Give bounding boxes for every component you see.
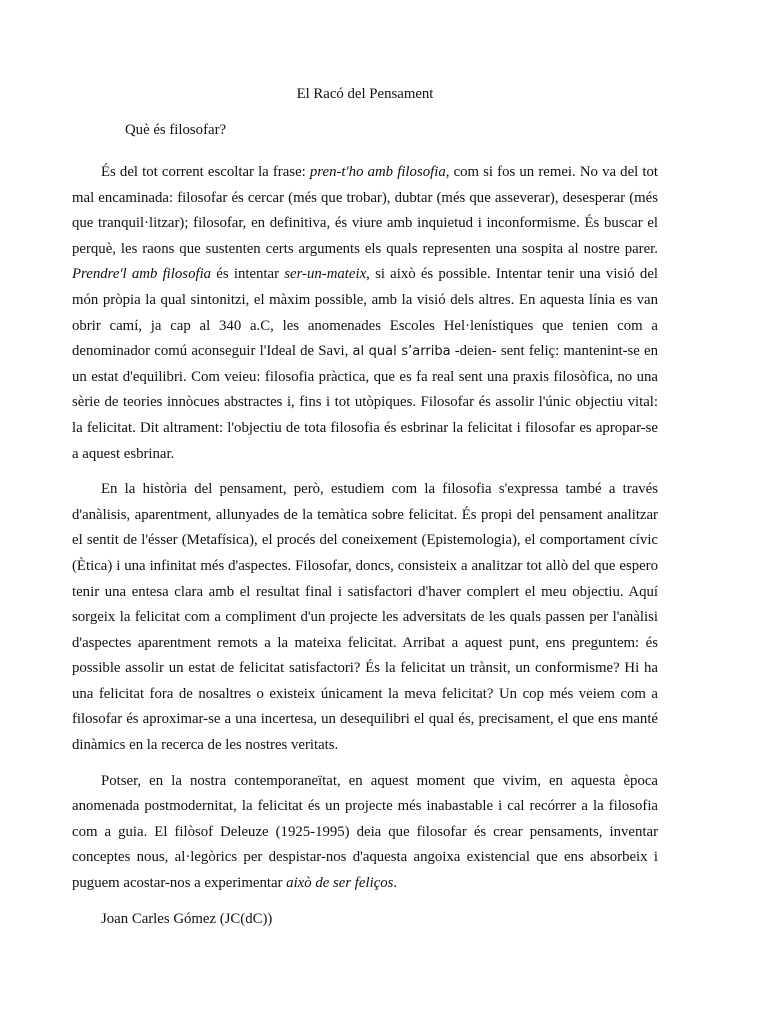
- paragraph-1-text-a: És del tot corrent escoltar la frase:: [101, 164, 310, 180]
- document-page: [72, 80, 658, 933]
- paragraph-3-italic-phrase: això de ser feliços: [286, 875, 394, 892]
- paragraph-2: En la història del pensament, però, estudiem com la filosofia s'expressa també a través d'anàlisis, aparentment, allunyades de la temàtica sobre felicitat. És propi del pensament analitzar el sentit de l'ésser (Metafísica), el procés del coneixement (Epistemologia), el comportament cívic (Ètica) i una infinitat més d'aspectes. Filosofar, doncs, consisteix a analitzar tot allò del que espero tenir una entesa clara amb el resultat final i satisfactori d'haver complert el meu objectiu. Aquí sorgeix la felicitat com a compliment d'un projecte les adversitats de les quals passen per l'anàlisi d'aspectes aparentment remots a la mateixa felicitat. Arribat a aquest punt, ens preguntem: és possible assolir un estat de felicitat satisfactori? És la felicitat un trànsit, un conformisme? Hi ha una felicitat fora de nosaltres o existeix únicament la meva felicitat? Un cop més veiem com a filosofar és aproximar-se a una incertesa, un desequilibri el qual és, precisament, el que ens manté dinàmics en la recerca de les nostres veritats.: [72, 481, 658, 754]
- paragraph-1-italic-prendre: Prendre'l amb filosofia: [72, 266, 212, 283]
- paragraph-3: [72, 769, 658, 897]
- paragraph-1-italic-ser-un-mateix: ser-un-mateix: [284, 266, 367, 283]
- paragraph-1: [72, 160, 658, 467]
- paragraph-1-sans-phrase: al qual s’arriba: [352, 344, 451, 360]
- paragraph-1-italic-phrase: pren-t'ho amb filosofia: [309, 164, 446, 180]
- author-signature: Joan Carles Gómez (JC(dC)): [101, 910, 273, 927]
- document-title: El Racó del Pensament: [296, 86, 434, 102]
- paragraph-3-text-c: .: [393, 875, 398, 892]
- paragraph-1-text-c: , com si fos un remei. No va del tot mal encaminada: filosofar és cercar (més que trobar), dubtar (més que asseverar), desesperar (més que tranquil·litzar); filosofar, en definitiva, és viure amb inquietud i inconformisme. És buscar el perquè, les raons que sustenten certs arguments els quals representen una sospita al nostre parer.: [72, 164, 658, 257]
- paragraph-3-text-a: Potser, en la nostra contemporaneïtat, en aquest moment que vivim, en aquesta època anomenada postmodernitat, la felicitat és un projecte més inabastable i cal recórrer a la filosofia com a guia. El filòsof Deleuze (1925-1995) deia que filosofar és crear pensaments, inventar conceptes nous, al·legòrics per despistar-nos d'aquesta angoixa existencial que ens absorbeix i puguem acostar-nos a experimentar: [72, 772, 658, 892]
- document-subtitle: Què és filosofar?: [125, 122, 227, 138]
- paragraph-1-text-g: , si això és possible. Intentar tenir una visió del món pròpia la qual sintonitzi, el màxim possible, amb la visió dels altres. En aquesta línia es van obrir camí, ja cap al 340 a.C, les anomenades Escoles Hel·lenístiques que tenien com a denominador comú aconseguir l'Ideal de Savi,: [72, 266, 658, 360]
- paragraph-1-text-e: és intentar: [211, 266, 285, 283]
- paragraph-1-text-i: -deien- sent feliç: mantenint-se en un estat d'equilibri. Com veieu: filosofia pràctica, que es fa real sent una praxis filosòfica, no una sèrie de teories innòcues abstractes i, fins i tot utòpiques. Filosofar és assolir l'únic objectiu vital: la felicitat. Dit altrament: l'objectiu de tota filosofia és esbrinar la felicitat i filosofar es apropar-se a aquest esbrinar.: [72, 343, 658, 462]
